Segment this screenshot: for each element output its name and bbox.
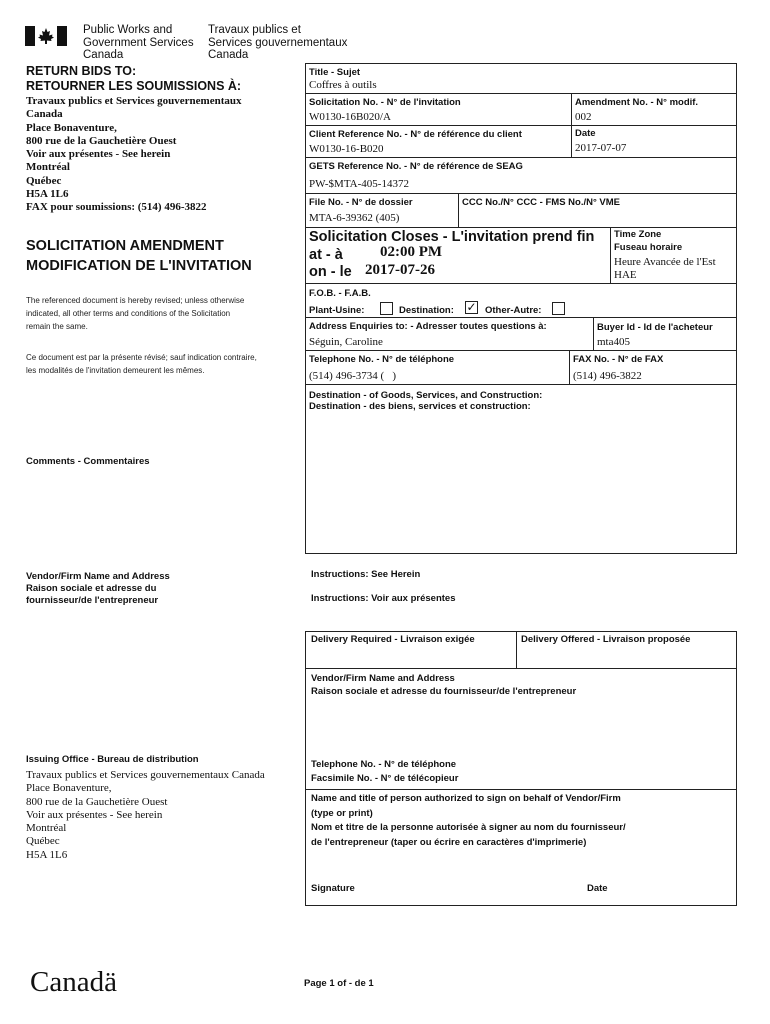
- delivery-offered-label: Delivery Offered - Livraison proposée: [521, 634, 691, 645]
- date-value: 2017-07-07: [575, 142, 627, 154]
- fax-value: (514) 496-3822: [573, 370, 642, 382]
- fuseau-horaire-label: Fuseau horaire: [614, 242, 683, 253]
- signature-date-label: Date: [587, 883, 608, 894]
- dept-fr-line: Travaux publics et: [208, 24, 301, 36]
- dept-fr-line: Services gouvernementaux: [208, 36, 348, 49]
- amendment-no-label: Amendment No. - N° modif.: [575, 97, 699, 108]
- return-bids-title-fr: RETOURNER LES SOUMISSIONS À:: [26, 79, 242, 93]
- note-line: les modalités de l'invitation demeurent les mêmes.: [26, 366, 205, 375]
- telephone-value: (514) 496-3734 ( ): [309, 370, 397, 382]
- address-line: Montréal: [26, 822, 67, 835]
- dept-en-line: Public Works and: [83, 24, 173, 36]
- destination-checkbox[interactable]: ✓: [466, 300, 477, 314]
- amendment-note-fr: [26, 351, 257, 377]
- vendor-left-line: Raison sociale et adresse du: [26, 583, 157, 594]
- address-line: 800 rue de la Gauchetière Ouest: [26, 134, 177, 147]
- fax-label: FAX No. - N° de FAX: [573, 354, 664, 365]
- note-line: remain the same.: [26, 322, 88, 331]
- authorized-person-line: de l'entrepreneur (taper ou écrire en caractères d'imprimerie): [311, 836, 587, 848]
- time-zone-label: Time Zone: [614, 229, 662, 240]
- destination-label: Destination:: [399, 305, 454, 316]
- vendor-name-line: Vendor/Firm Name and Address: [311, 673, 455, 684]
- amendment-no-value: 002: [575, 111, 592, 123]
- address-enquiries-label: Address Enquiries to: - Adresser toutes questions à:: [309, 321, 547, 332]
- time-zone-value: Heure Avancée de l'Est: [614, 256, 716, 268]
- gets-ref-label: GETS Reference No. - N° de référence de SEAG: [309, 161, 523, 172]
- fob-label: F.O.B. - F.A.B.: [309, 288, 371, 299]
- address-line: 800 rue de la Gauchetière Ouest: [26, 795, 168, 808]
- issuing-office-label: Issuing Office - Bureau de distribution: [26, 754, 199, 765]
- vendor-left-line: fournisseur/de l'entrepreneur: [26, 595, 159, 606]
- amendment-title: [26, 236, 252, 276]
- plant-usine-checkbox[interactable]: [380, 302, 393, 315]
- other-autre-checkbox[interactable]: [552, 302, 565, 315]
- page-number: Page 1 of - de 1: [304, 978, 374, 989]
- authorized-person-label: [311, 792, 626, 850]
- at-label: at - à: [309, 247, 343, 263]
- plant-usine-label: Plant-Usine:: [309, 305, 365, 316]
- other-autre-label: Other-Autre:: [485, 305, 542, 316]
- address-line: Québec: [26, 174, 62, 187]
- time-zone-abbr: HAE: [614, 269, 637, 281]
- buyer-id-value: mta405: [597, 336, 630, 348]
- address-line: Montréal: [26, 161, 70, 174]
- department-name-fr: [208, 24, 347, 62]
- note-line: indicated, all other terms and conditions of the Solicitation: [26, 309, 231, 318]
- canada-wordmark: Canadä: [30, 966, 117, 998]
- vendor-phone-label: Telephone No. - N° de téléphone: [311, 759, 457, 770]
- solicitation-closes-label: Solicitation Closes - L'invitation prend fin: [309, 229, 595, 245]
- department-name-en: [83, 24, 194, 62]
- destination-goods-line: Destination - des biens, services et construction:: [309, 401, 531, 412]
- address-line: Canada: [26, 108, 63, 121]
- address-line: Québec: [26, 835, 60, 848]
- instructions-en: Instructions: See Herein: [311, 569, 421, 580]
- instructions-fr: Instructions: Voir aux présentes: [311, 593, 456, 604]
- delivery-required-label: Delivery Required - Livraison exigée: [311, 634, 475, 645]
- address-line: Travaux publics et Services gouvernementaux Canada: [26, 769, 265, 781]
- destination-goods-label: [309, 390, 542, 412]
- amendment-note-en: [26, 294, 244, 333]
- dept-en-line: Government Services: [83, 36, 194, 49]
- return-bids-address: [26, 95, 242, 215]
- address-line: Voir aux présentes - See herein: [26, 148, 171, 161]
- title-label: Title - Sujet: [309, 67, 361, 78]
- gets-ref-value: PW-$MTA-405-14372: [309, 178, 409, 190]
- telephone-label: Telephone No. - N° de téléphone: [309, 354, 455, 365]
- on-label: on - le: [309, 264, 352, 280]
- buyer-id-label: Buyer Id - Id de l'acheteur: [597, 322, 713, 333]
- client-ref-label: Client Reference No. - N° de référence du client: [309, 129, 522, 140]
- closing-time-value: 02:00 PM: [380, 244, 443, 260]
- dept-en-line: Canada: [83, 49, 124, 61]
- vendor-name-label: [311, 672, 576, 698]
- address-line: Place Bonaventure,: [26, 121, 117, 134]
- address-line: Travaux publics et Services gouvernementaux: [26, 95, 242, 107]
- vendor-name-line: Raison sociale et adresse du fournisseur/de l'entrepreneur: [311, 686, 577, 697]
- address-line: Voir aux présentes - See herein: [26, 808, 163, 821]
- file-no-value: MTA-6-39362 (405): [309, 212, 400, 224]
- file-no-label: File No. - N° de dossier: [309, 197, 413, 208]
- address-line: H5A 1L6: [26, 188, 69, 201]
- comments-label: Comments - Commentaires: [26, 456, 150, 467]
- signature-label: Signature: [311, 883, 355, 894]
- vendor-left-line: Vendor/Firm Name and Address: [26, 571, 170, 582]
- vendor-fax-label: Facsimile No. - N° de télécopieur: [311, 773, 459, 784]
- address-line: FAX pour soumissions: (514) 496-3822: [26, 201, 207, 214]
- authorized-person-line: Nom et titre de la personne autorisée à signer au nom du fournisseur/: [311, 822, 626, 833]
- client-ref-value: W0130-16-B020: [309, 143, 384, 155]
- return-bids-title-en: RETURN BIDS TO:: [26, 64, 137, 78]
- dept-fr-line: Canada: [208, 49, 249, 61]
- amendment-title-fr: MODIFICATION DE L'INVITATION: [26, 258, 252, 274]
- authorized-person-line: (type or print): [311, 807, 373, 819]
- address-enquiries-value: Séguin, Caroline: [309, 336, 383, 348]
- return-bids-title: [26, 64, 241, 94]
- closing-date-value: 2017-07-26: [365, 262, 435, 278]
- authorized-person-line: Name and title of person authorized to sign on behalf of Vendor/Firm: [311, 793, 621, 804]
- address-line: Place Bonaventure,: [26, 782, 112, 795]
- ccc-no-label: CCC No./N° CCC - FMS No./N° VME: [462, 197, 621, 208]
- title-value: Coffres à outils: [309, 79, 377, 91]
- note-line: Ce document est par la présente révisé; sauf indication contraire,: [26, 353, 257, 362]
- amendment-title-en: SOLICITATION AMENDMENT: [26, 238, 224, 254]
- address-line: H5A 1L6: [26, 848, 68, 861]
- vendor-left-label: [26, 571, 170, 607]
- date-label: Date: [575, 128, 596, 139]
- issuing-office-address: [26, 769, 265, 862]
- destination-goods-line: Destination - of Goods, Services, and Construction:: [309, 390, 543, 401]
- note-line: The referenced document is hereby revised; unless otherwise: [26, 296, 245, 305]
- solicitation-no-value: W0130-16B020/A: [309, 111, 391, 123]
- solicitation-no-label: Solicitation No. - N° de l'invitation: [309, 97, 461, 108]
- canada-flag-icon: [25, 26, 67, 46]
